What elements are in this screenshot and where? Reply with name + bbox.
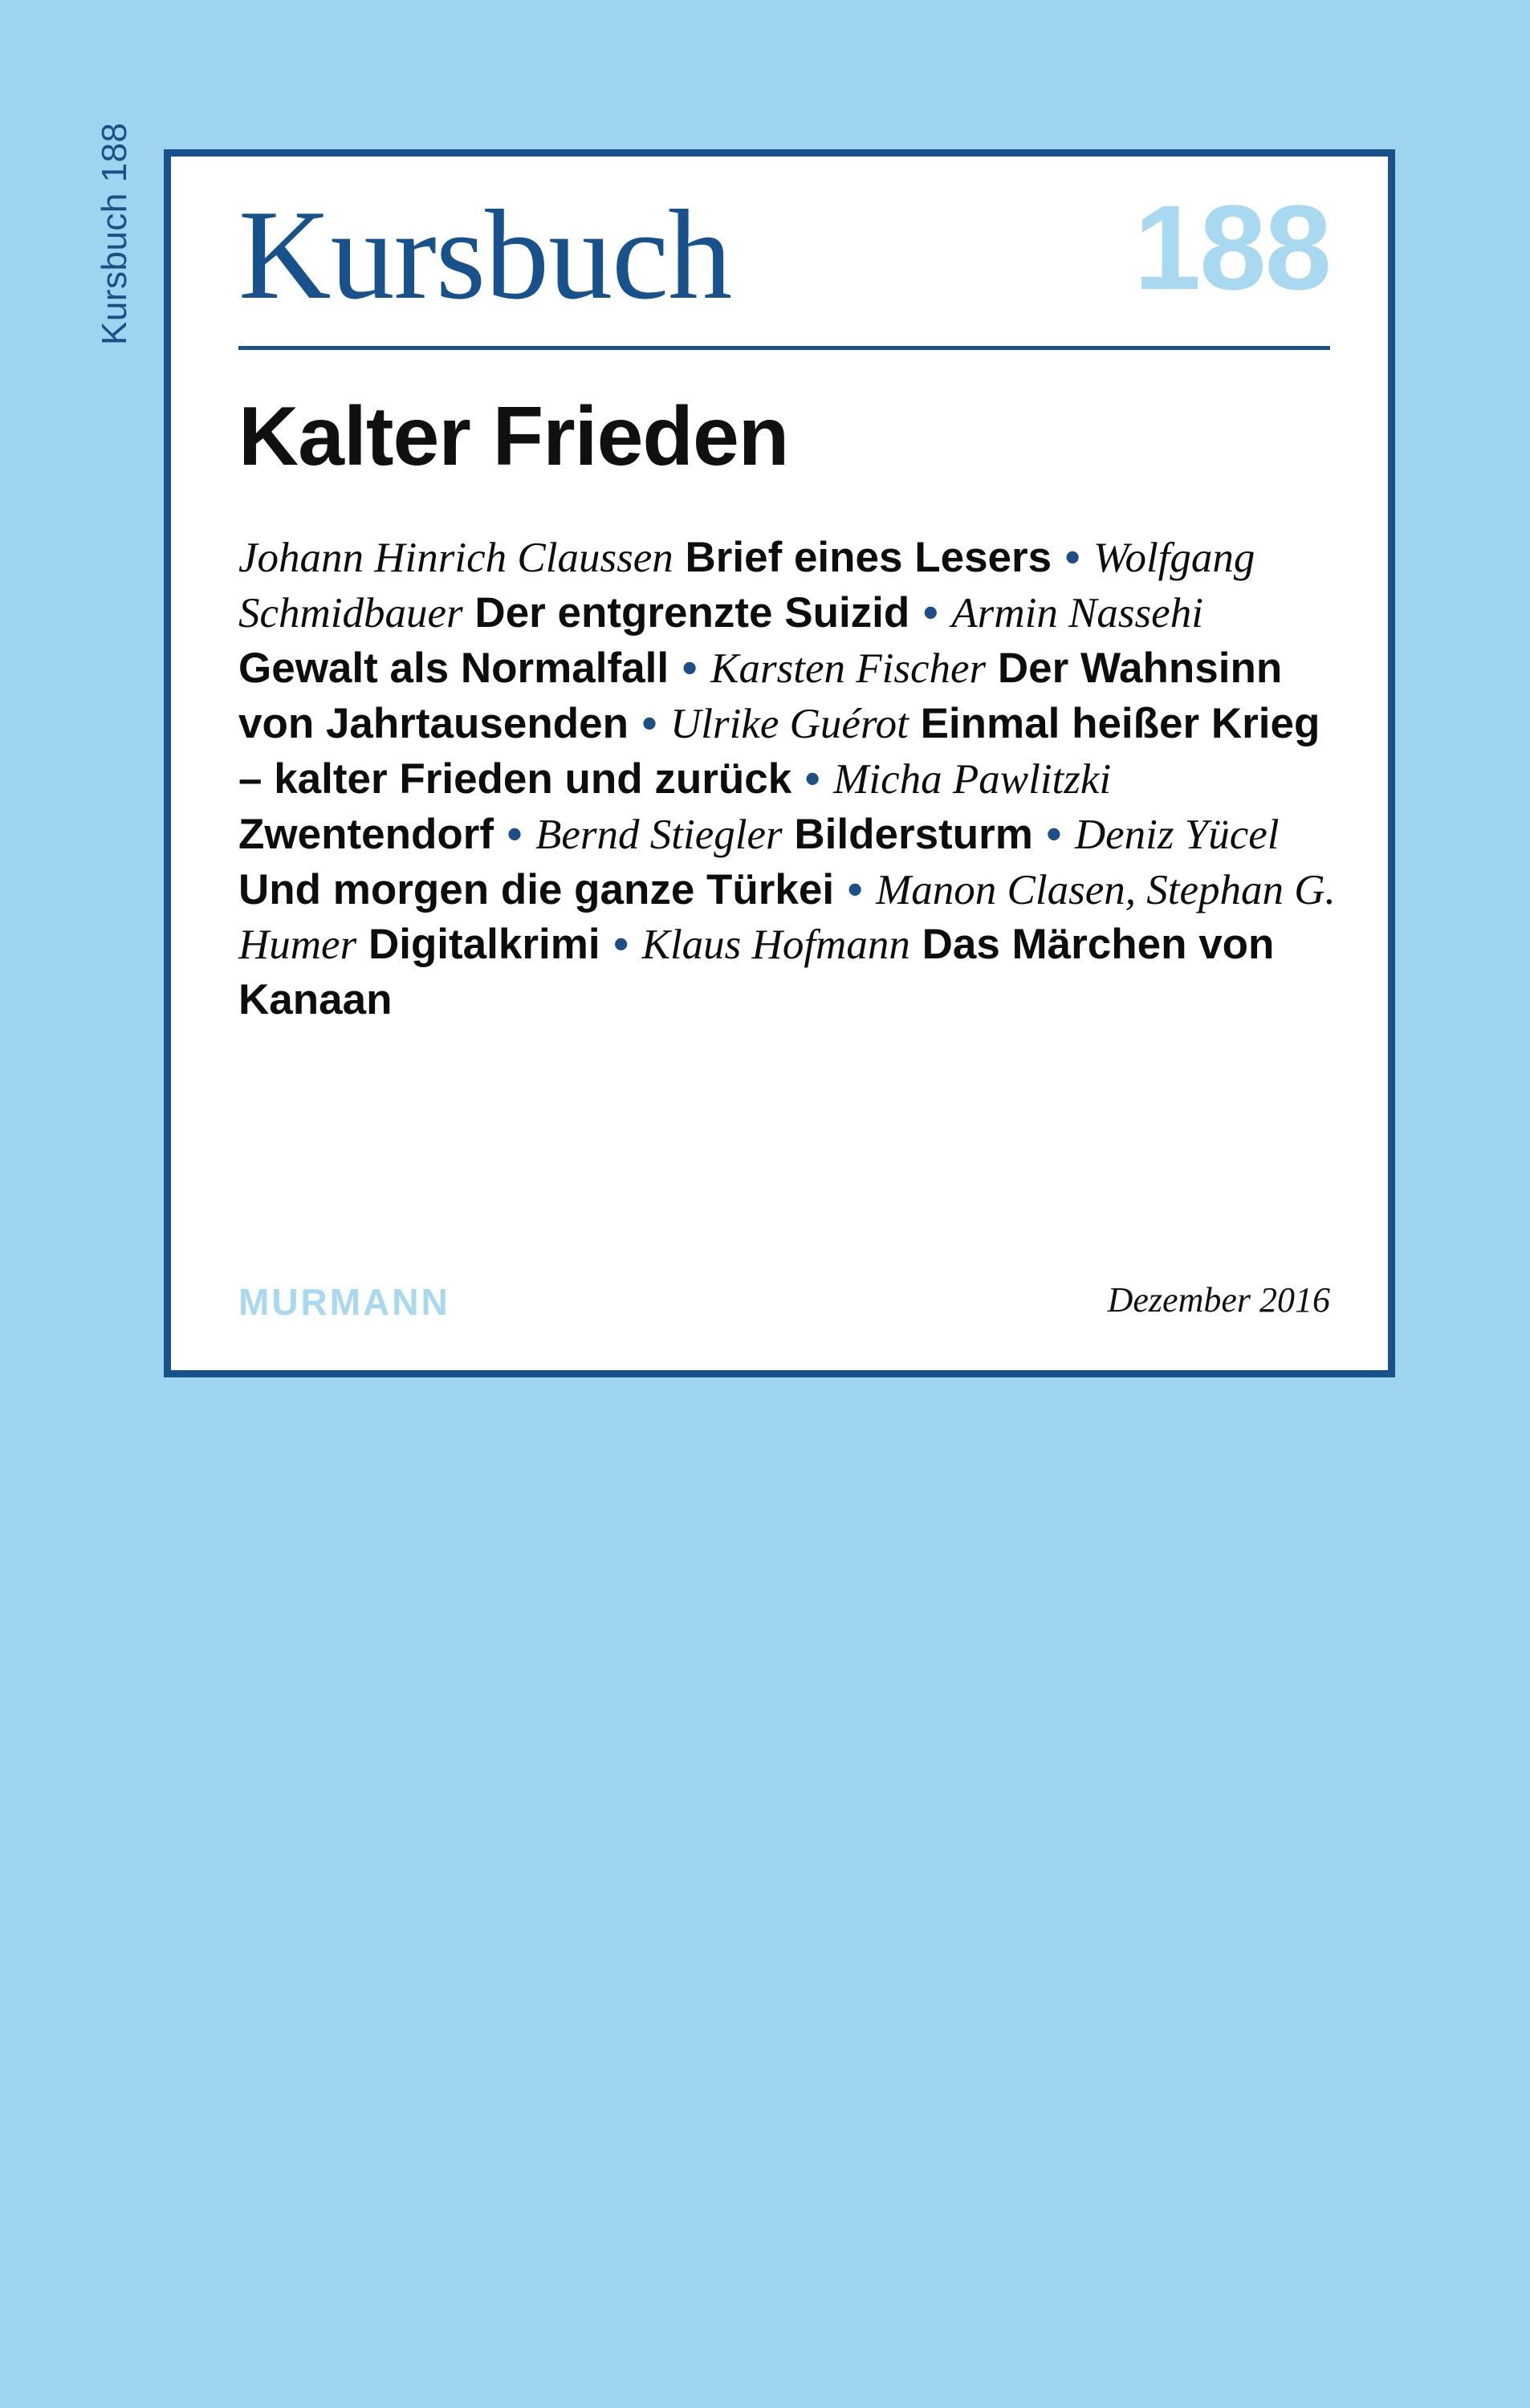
contents-author: Ulrike Guérot — [670, 700, 909, 747]
contents-author: Karsten Fischer — [710, 645, 987, 693]
contents-separator: • — [682, 645, 698, 693]
contents-author: Klaus Hofmann — [641, 921, 910, 969]
contents-separator: • — [923, 589, 938, 637]
contents-author: Armin Nassehi — [951, 590, 1203, 637]
contents-separator: • — [507, 810, 523, 858]
contents-separator: • — [1064, 534, 1080, 582]
contents-separator: • — [613, 921, 629, 969]
issue-title: Kalter Frieden — [238, 390, 789, 483]
issue-date: Dezember 2016 — [1107, 1280, 1330, 1320]
contents-separator: • — [847, 865, 863, 913]
contents-author: Manon Clasen, Stephan G. Humer — [238, 866, 1336, 969]
contents-author: Deniz Yücel — [1074, 811, 1280, 858]
contents-work: Zwentendorf — [238, 810, 494, 858]
masthead — [238, 180, 1330, 365]
contents-separator: • — [641, 699, 657, 747]
spine-label: Kursbuch 188 — [95, 122, 134, 345]
magazine-title: Kursbuch — [238, 183, 732, 326]
contents-author: Wolfgang Schmidbauer — [238, 535, 1255, 637]
cover-footer — [238, 1275, 1330, 1324]
contents-work: Einmal heißer Krieg – kalter Frieden und zurück — [238, 699, 1320, 803]
contents-separator: • — [1046, 810, 1062, 858]
contents-separator: • — [804, 755, 820, 803]
contents-work: Der Wahnsinn von Jahrtausenden — [238, 645, 1283, 747]
masthead-divider — [238, 346, 1330, 350]
publisher-logo: MURMANN — [238, 1281, 450, 1323]
contents-work: Der entgrenzte Suizid — [474, 589, 910, 637]
contents-work: Brief eines Lesers — [685, 534, 1052, 582]
cover-content — [238, 180, 1336, 1332]
cover-frame — [164, 149, 1395, 1377]
contents-author: Micha Pawlitzki — [833, 755, 1112, 803]
contents-work: Digitalkrimi — [368, 921, 600, 969]
contents-work: Und morgen die ganze Türkei — [238, 865, 835, 913]
contents-author: Bernd Stiegler — [535, 811, 783, 858]
contents-list — [238, 531, 1346, 1028]
contents-work: Das Märchen von Kanaan — [238, 921, 1275, 1024]
contents-author: Johann Hinrich Claussen — [238, 535, 673, 582]
contents-work: Gewalt als Normalfall — [238, 645, 669, 693]
contents-work: Bildersturm — [794, 810, 1033, 858]
issue-number: 188 — [1133, 180, 1330, 315]
